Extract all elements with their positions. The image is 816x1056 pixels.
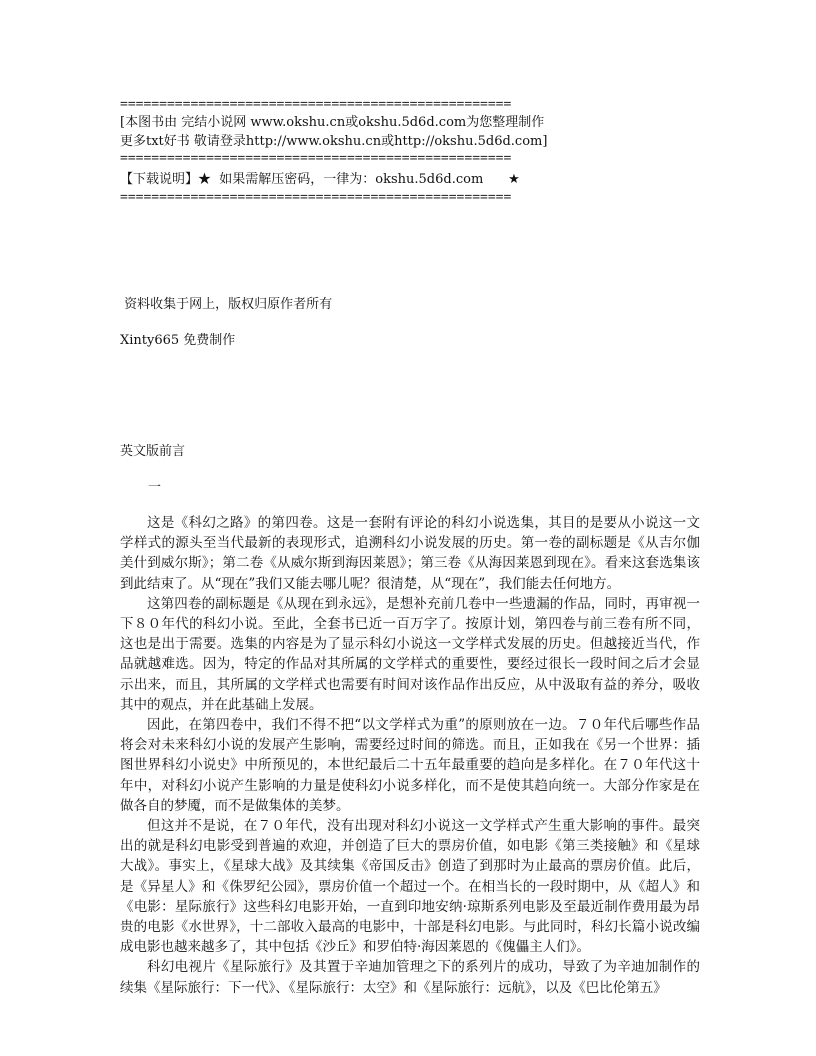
paragraph: 科幻电视片《星际旅行》及其置于辛迪加管理之下的系列片的成功，导致了为辛迪加制作的续集《星际旅行：下一代》、《星际旅行：太空》和《星际旅行：远航》，以及《巴比伦第五》 — [120, 959, 700, 996]
paragraph: 这是《科幻之路》的第四卷。这是一套附有评论的科幻小说选集，其目的是要从小说这一文学样式的源头至当代最新的表现形式，追溯科幻小说发展的历史。第一卷的副标题是《从吉尔伽美什到威尔斯》；第二卷《从威尔斯到海因莱恩》；第三卷《从海因莱恩到现在》。看来这套选集该到此结束了。从“现在”我们又能去哪儿呢？很清楚，从“现在”，我们能去任何地方。 — [120, 515, 700, 592]
body-text — [120, 513, 700, 998]
section-number: 一 — [148, 480, 162, 495]
paragraph: 因此，在第四卷中，我们不得不把“以文学样式为重”的原则放在一边。７０年代后哪些作品将会对未来科幻小说的发展产生影响，需要经过时间的筛选。而且，正如我在《另一个世界：插图世界科幻小说史》中所预见的，本世纪最后二十五年最重要的趋向是多样化。在７０年代这十年中，对科幻小说产生影响的力量是使科幻小说多样化，而不是使其趋向统一。大部分作家是在做各自的梦魇，而不是做集体的美梦。 — [120, 717, 700, 814]
source-notice-line2: 更多txt好书 敬请登录http://www.okshu.cn或http://okshu.5d6d.com] — [120, 134, 548, 149]
paragraph: 但这并不是说，在７０年代，没有出现对科幻小说这一文学样式产生重大影响的事件。最突出的就是科幻电影受到普遍的欢迎，并创造了巨大的票房价值，如电影《第三类接触》和《星球大战》。事实上，《星球大战》及其续集《帝国反击》创造了到那时为止最高的票房价值。此后，是《异星人》和《侏罗纪公园》，票房价值一个超过一个。在相当长的一段时期中，从《超人》和《电影：星际旅行》这些科幻电影开始，一直到印地安纳·琼斯系列电影及至最近制作费用最为昂贵的电影《水世界》，十二部收入最高的电影中，十部是科幻电影。与此同时，科幻长篇小说改编成电影也越来越多了，其中包括《沙丘》和罗伯特·海因莱恩的《傀儡主人们》。 — [120, 818, 700, 956]
section-title: 英文版前言 — [120, 444, 186, 459]
separator-top: ================================================== — [120, 97, 512, 112]
separator-middle: ================================================== — [120, 151, 512, 166]
copyright-notice: 资料收集于网上，版权归原作者所有 — [120, 297, 333, 312]
download-notice: 【下载说明】★ 如果需解压密码，一律为：okshu.5d6d.com ★ — [120, 172, 520, 187]
maker-credit: Xinty665 免费制作 — [120, 333, 236, 348]
paragraph: 这第四卷的副标题是《从现在到永远》，是想补充前几卷中一些遗漏的作品，同时，再审视一下８０年代的科幻小说。至此，全套书已近一百万字了。按原计划，第四卷与前三卷有所不同，这也是出于需要。选集的内容是为了显示科幻小说这一文学样式发展的历史。但越接近当代，作品就越难选。因为，特定的作品对其所属的文学样式的重要性，要经过很长一段时间之后才会显示出来，而且，其所属的文学样式也需要有时间对该作品作出反应，从中汲取有益的养分，吸收其中的观点，并在此基础上发展。 — [120, 595, 700, 713]
separator-bottom: ================================================== — [120, 190, 512, 205]
source-notice-line1: [本图书由 完结小说网 www.okshu.cn或okshu.5d6d.com为您整理制作 — [120, 115, 545, 130]
